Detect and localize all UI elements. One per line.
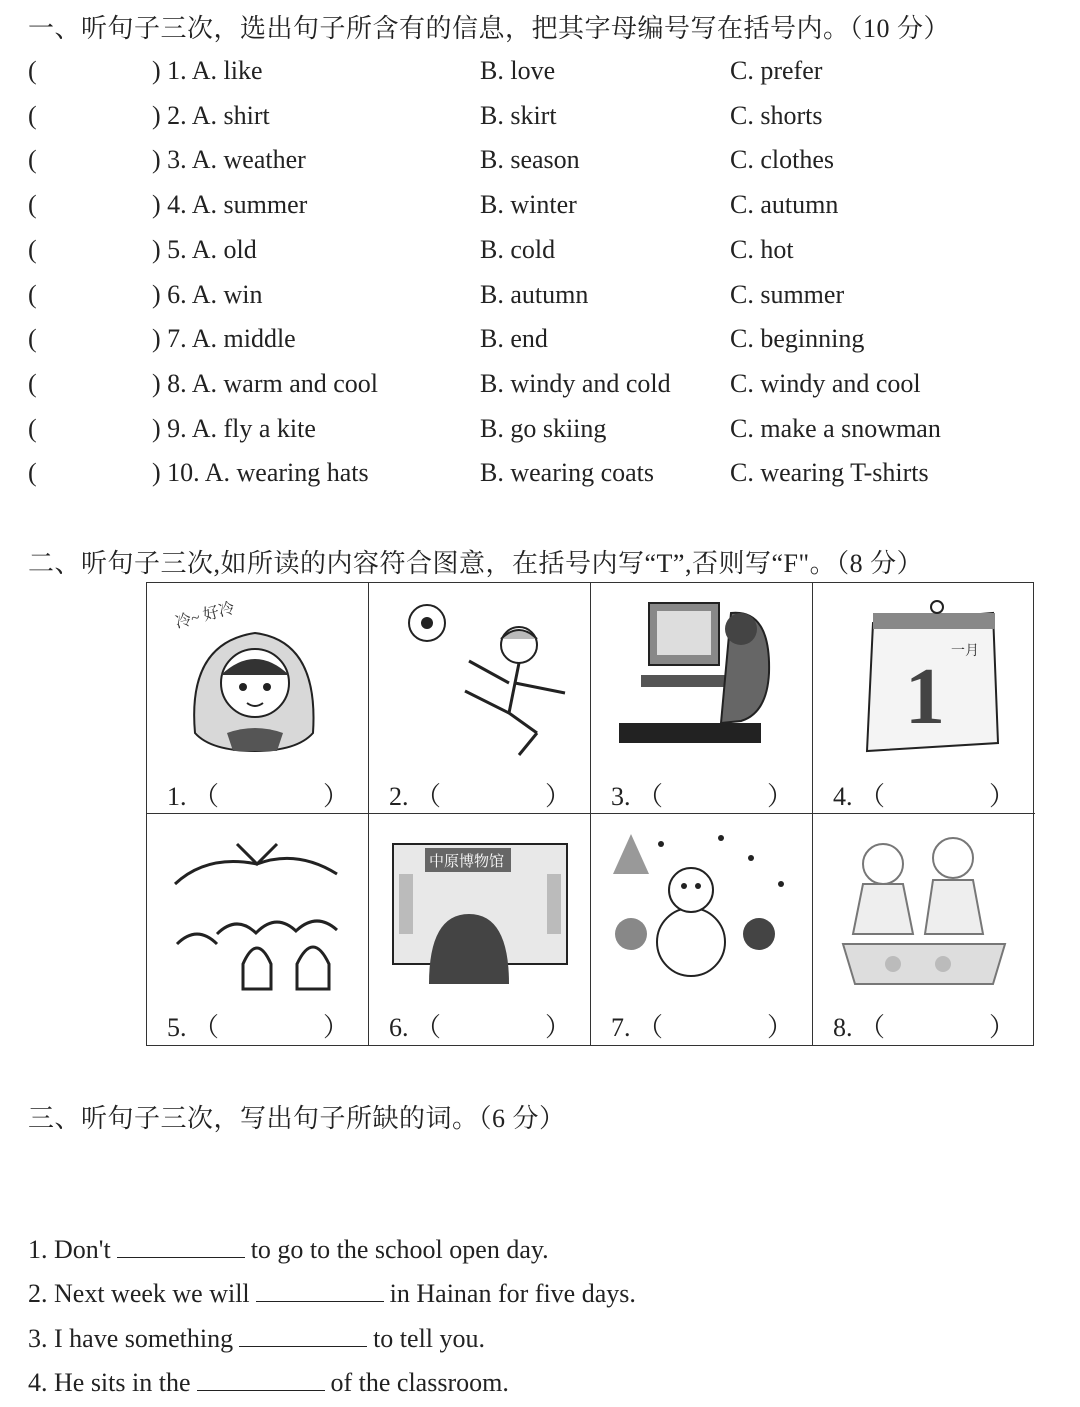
picture-label-2: 2. （ <box>389 782 442 811</box>
computer-picture <box>591 583 813 773</box>
picture-answer-close-7: ） <box>767 1013 794 1042</box>
question-option-a: ) 2. A. shirt <box>152 100 270 130</box>
picture-answer-close-6: ） <box>545 1013 572 1042</box>
question-option-c: C. make a snowman <box>730 413 941 443</box>
question-option-c: C. shorts <box>730 100 823 130</box>
picture-label-1: 1. （ <box>167 782 220 811</box>
picture-cell-7 <box>591 814 813 1045</box>
picture-grid <box>146 582 1034 1046</box>
question-option-a: ) 5. A. old <box>152 234 257 264</box>
picture-cell-4 <box>813 583 1035 814</box>
picture-answer-close-4: ） <box>989 782 1016 811</box>
soccer-boy-picture <box>369 583 591 773</box>
picture-label-5: 5. （ <box>167 1013 220 1042</box>
question-row <box>28 190 1068 230</box>
question-row <box>28 145 1068 185</box>
question-option-c: C. beginning <box>730 324 865 354</box>
question-option-c: C. summer <box>730 279 845 309</box>
question-row <box>28 324 1068 364</box>
section2-heading: 二、听句子三次,如所读的内容符合图意，在括号内写“T”,否则写“F"。（8 分） <box>28 549 924 578</box>
question-option-c: C. clothes <box>730 145 834 175</box>
picture-cell-3 <box>591 583 813 814</box>
picture-answer-close-2: ） <box>545 782 572 811</box>
picture-label-4: 4. （ <box>833 782 886 811</box>
question-option-b: B. winter <box>480 190 577 220</box>
museum-picture <box>369 814 591 1004</box>
answer-paren-open[interactable]: ( <box>28 324 37 354</box>
sentence-4-after: of the classroom. <box>330 1368 509 1397</box>
picture-cell-1 <box>147 583 369 814</box>
sentence-3-after: to tell you. <box>373 1324 486 1353</box>
question-option-b: B. skirt <box>480 100 557 130</box>
sentence-4-before: 4. He sits in the <box>28 1368 191 1397</box>
picture-label-6: 6. （ <box>389 1013 442 1042</box>
fill-sentence-3 <box>28 1322 485 1354</box>
cold-caption: 冷~ 好冷 <box>173 599 237 632</box>
question-option-b: B. love <box>480 56 556 85</box>
answer-paren-open[interactable]: ( <box>28 234 37 264</box>
question-option-a: ) 9. A. fly a kite <box>152 413 316 443</box>
snowman-picture <box>591 814 813 1004</box>
picture-label-7: 7. （ <box>611 1013 664 1042</box>
calendar-number: 1 <box>905 653 945 741</box>
picture-cell-5 <box>147 814 369 1045</box>
picture-answer-close-8: ） <box>989 1013 1016 1042</box>
answer-paren-open[interactable]: ( <box>28 145 37 175</box>
fill-sentence-1 <box>28 1233 549 1265</box>
answer-blank-2[interactable] <box>256 1277 384 1302</box>
answer-paren-open[interactable]: ( <box>28 413 37 443</box>
question-option-a: ) 10. A. wearing hats <box>152 458 369 488</box>
question-option-a: ) 4. A. summer <box>152 190 308 220</box>
picture-cell-6 <box>369 814 591 1045</box>
question-option-b: B. season <box>480 145 580 175</box>
answer-blank-4[interactable] <box>197 1366 325 1391</box>
question-option-b: B. go skiing <box>480 413 607 443</box>
question-option-c: C. hot <box>730 234 794 264</box>
question-row <box>28 414 1068 454</box>
question-option-a: ) 6. A. win <box>152 279 263 309</box>
question-row <box>28 369 1068 409</box>
picture-answer-close-1: ） <box>323 782 350 811</box>
sentence-1-before: 1. Don't <box>28 1235 111 1264</box>
sentence-1-after: to go to the school open day. <box>250 1235 549 1264</box>
skiing-crowd-picture <box>147 814 369 1004</box>
question-option-a: ) 3. A. weather <box>152 145 306 175</box>
section3-heading: 三、听句子三次，写出句子所缺的词。（6 分） <box>28 1104 566 1133</box>
picture-label-3: 3. （ <box>611 782 664 811</box>
sentence-2-after: in Hainan for five days. <box>389 1279 636 1308</box>
question-row <box>28 235 1068 275</box>
answer-paren-open[interactable]: ( <box>28 458 37 488</box>
sentence-2-before: 2. Next week we will <box>28 1279 250 1308</box>
calendar-month: 一月 <box>951 644 979 659</box>
picture-cell-8 <box>813 814 1035 1045</box>
picnic-picture <box>813 814 1035 1004</box>
picture-label-8: 8. （ <box>833 1013 886 1042</box>
question-row <box>28 101 1068 141</box>
question-row <box>28 280 1068 320</box>
calendar-picture <box>813 583 1035 773</box>
question-option-c: C. prefer <box>730 56 823 85</box>
question-option-c: C. autumn <box>730 190 839 220</box>
cold-girl-picture <box>147 583 369 773</box>
picture-answer-close-5: ） <box>323 1013 350 1042</box>
question-option-b: B. cold <box>480 234 556 264</box>
answer-paren-open[interactable]: ( <box>28 100 37 130</box>
question-option-a: ) 1. A. like <box>152 56 263 85</box>
fill-sentence-2 <box>28 1277 636 1309</box>
fill-sentence-4 <box>28 1366 509 1398</box>
picture-answer-close-3: ） <box>767 782 794 811</box>
question-option-b: B. autumn <box>480 279 589 309</box>
sentence-3-before: 3. I have something <box>28 1324 234 1353</box>
question-option-a: ) 7. A. middle <box>152 324 296 354</box>
answer-paren-open[interactable]: ( <box>28 279 37 309</box>
section1-heading: 一、听句子三次，选出句子所含有的信息，把其字母编号写在括号内。（10 分） <box>28 14 951 43</box>
question-row <box>28 56 1068 96</box>
question-option-c: C. wearing T-shirts <box>730 458 929 488</box>
question-option-a: ) 8. A. warm and cool <box>152 368 379 398</box>
answer-blank-1[interactable] <box>117 1233 245 1258</box>
museum-sign: 中原博物馆 <box>429 854 505 870</box>
answer-paren-open[interactable]: ( <box>28 368 37 398</box>
answer-paren-open[interactable]: ( <box>28 190 37 220</box>
question-option-b: B. end <box>480 324 548 354</box>
answer-blank-3[interactable] <box>239 1322 367 1347</box>
answer-paren-open[interactable]: ( <box>28 56 37 85</box>
picture-cell-2 <box>369 583 591 814</box>
question-option-b: B. windy and cold <box>480 368 671 398</box>
question-option-b: B. wearing coats <box>480 458 655 488</box>
question-option-c: C. windy and cool <box>730 368 921 398</box>
question-row <box>28 458 1068 498</box>
